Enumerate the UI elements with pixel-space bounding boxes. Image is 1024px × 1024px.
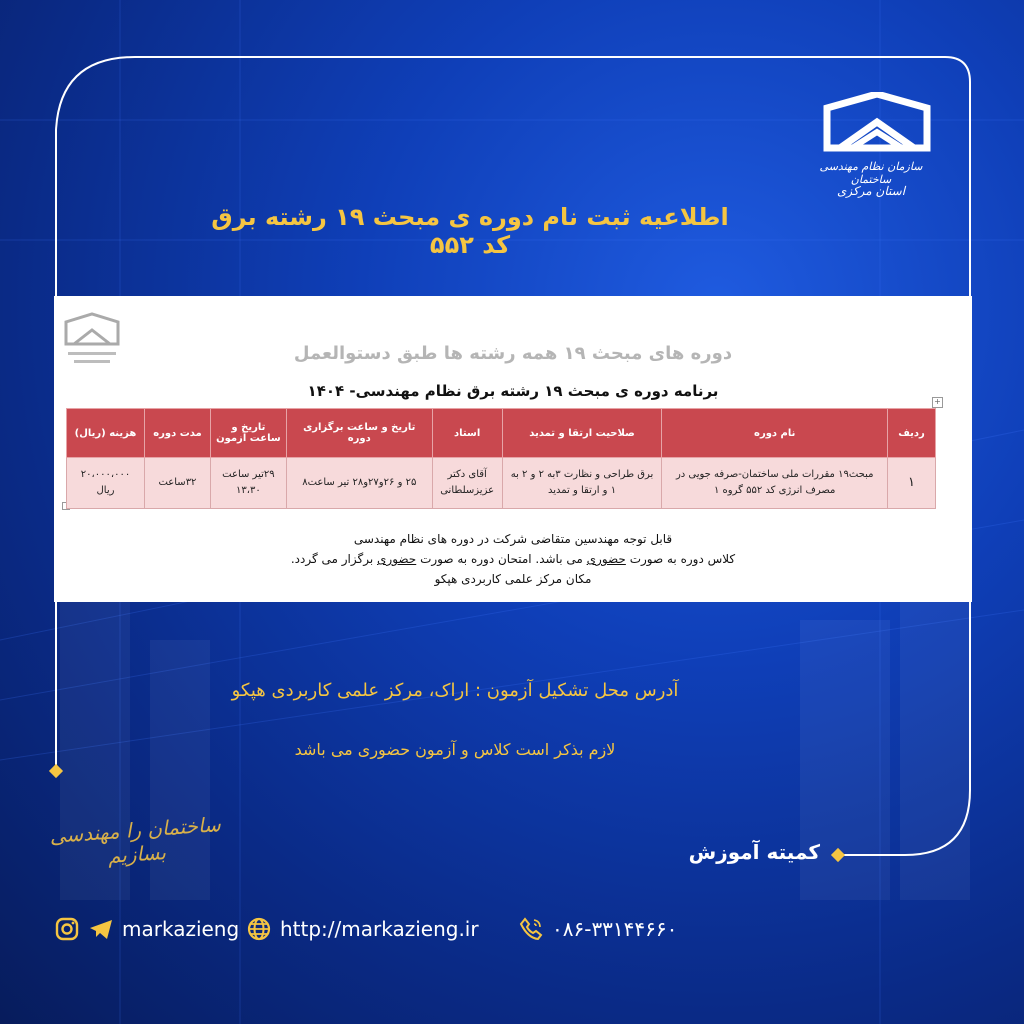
social-handle[interactable] — [54, 914, 239, 944]
table-header-row — [67, 409, 936, 458]
panel-logo-icon — [62, 310, 122, 374]
cell-instructor: آقای دکتر عزیزسلطانی — [432, 458, 502, 509]
announcement-panel — [54, 296, 972, 602]
cell-course-dates: ۲۵ و ۲۶و۲۷و۲۸ تیر ساعت۸ — [286, 458, 432, 509]
note-text: برگزار می گردد. — [290, 552, 374, 566]
organization-logo-icon — [822, 92, 932, 152]
website-url[interactable]: http://markazieng.ir — [280, 917, 479, 941]
header-exam-date: تاریخ و ساعت آزمون — [210, 409, 286, 458]
panel-subtitle: برنامه دوره ی مبحث ۱۹ رشته برق نظام مهندسی- ۱۴۰۴ — [307, 382, 719, 400]
table-row — [67, 458, 936, 509]
panel-title: دوره های مبحث ۱۹ همه رشته ها طبق دستوالعمل — [293, 343, 733, 364]
social-handle-text: markazieng — [122, 917, 240, 941]
header-qualification: صلاحیت ارتقا و تمدید — [502, 409, 662, 458]
header-instructor: استاد — [432, 409, 502, 458]
exam-address: آدرس محل تشکیل آزمون : اراک، مرکز علمی کاربردی هپکو — [231, 680, 679, 701]
note-text: می باشد. امتحان دوره به صورت — [420, 552, 583, 566]
cell-index: ۱ — [888, 458, 936, 509]
cell-exam-date: ۲۹تیر ساعت ۱۳،۳۰ — [210, 458, 286, 509]
cell-fee: ۲۰،۰۰۰،۰۰۰ ریال — [67, 458, 145, 509]
logo-text-line1: سازمان نظام مهندسی ساختمان — [819, 160, 923, 186]
header-course: نام دوره — [662, 409, 888, 458]
phone-icon — [518, 916, 544, 942]
cell-qualification: برق طراحی و نظارت ۳به ۲ و ۲ به ۱ و ارتقا و تمدید — [502, 458, 662, 509]
note-text: کلاس دوره به صورت — [629, 552, 736, 566]
committee-label: کمیته آموزش — [688, 840, 820, 864]
note-emphasis: حضوری — [377, 552, 417, 566]
header-duration: مدت دوره — [144, 409, 210, 458]
instagram-icon[interactable] — [54, 916, 80, 942]
notes — [54, 529, 972, 589]
telegram-icon[interactable] — [88, 916, 114, 942]
logo-text-line2: استان مرکزی — [836, 184, 906, 198]
phone-number[interactable]: ۰۸۶-۳۳۱۴۴۶۶۰ — [552, 917, 678, 941]
attendance-reminder: لازم بذکر است کلاس و آزمون حضوری می باشد — [294, 740, 616, 759]
header-index: ردیف — [888, 409, 936, 458]
note-emphasis: حضوری — [586, 552, 626, 566]
organization-logo — [806, 92, 936, 232]
course-table — [66, 408, 936, 509]
slogan: ساختمان را مهندسی بسازیم — [48, 812, 222, 868]
website[interactable] — [246, 914, 479, 944]
table-move-handle-icon[interactable]: + — [932, 397, 943, 408]
globe-icon — [246, 916, 272, 942]
cell-course: مبحث۱۹ مقررات ملی ساختمان-صرفه جویی در مصرف انرژی کد ۵۵۲ گروه ۱ — [662, 458, 888, 509]
note-line-1: قابل توجه مهندسین متقاضی شرکت در دوره های نظام مهندسی — [353, 532, 673, 546]
header-fee: هزینه (ریال) — [67, 409, 145, 458]
phone[interactable] — [518, 914, 677, 944]
note-line-2 — [54, 549, 972, 569]
note-line-3: مکان مرکز علمی کاربردی هپکو — [434, 572, 592, 586]
headline: اطلاعیه ثبت نام دوره ی مبحث ۱۹ رشته برق کد ۵۵۲ — [211, 203, 729, 259]
header-course-dates: تاریخ و ساعت برگزاری دوره — [286, 409, 432, 458]
cell-duration: ۳۲ساعت — [144, 458, 210, 509]
